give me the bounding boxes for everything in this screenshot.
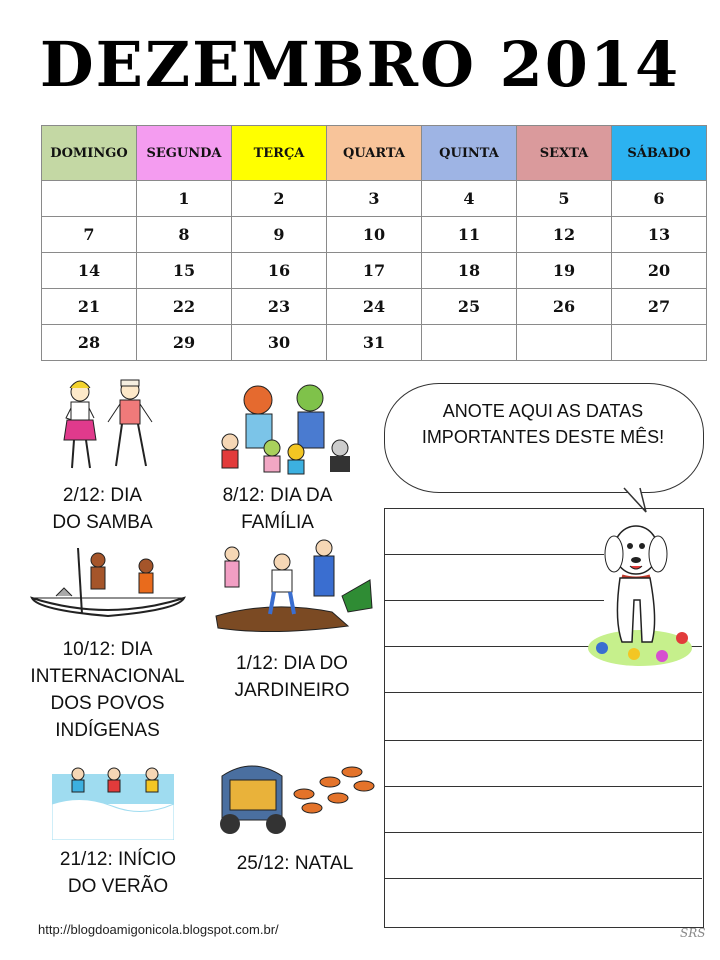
calendar-week-row: [42, 253, 707, 289]
calendar-day-cell: 2: [232, 181, 327, 217]
event-caption-samba: 2/12: DIA DO SAMBA: [52, 485, 153, 533]
calendar-week-row: [42, 181, 707, 217]
calendar-day-cell: 25: [422, 289, 517, 325]
weekday-header: DOMINGO: [42, 126, 137, 181]
gardener-illustration: [212, 538, 377, 633]
calendar-day-cell: 23: [232, 289, 327, 325]
notes-prompt: ANOTE AQUI AS DATAS IMPORTANTES DESTE MÊS!: [421, 401, 665, 447]
calendar-day-cell: 24: [327, 289, 422, 325]
weekday-header: QUARTA: [327, 126, 422, 181]
weekday-header: QUINTA: [422, 126, 517, 181]
family-illustration: [210, 382, 360, 477]
calendar-day-cell: 8: [137, 217, 232, 253]
note-line[interactable]: [384, 740, 702, 741]
calendar-day-cell: 15: [137, 253, 232, 289]
calendar-day-cell: [42, 181, 137, 217]
weekday-header-row: [42, 126, 707, 181]
weekday-header: SÁBADO: [612, 126, 707, 181]
calendar-day-cell: 5: [517, 181, 612, 217]
calendar-week-row: [42, 289, 707, 325]
page-title: DEZEMBRO 2014: [39, 28, 681, 101]
calendar-day-cell: 31: [327, 325, 422, 361]
footer-url[interactable]: http://blogdoamigonicola.blogspot.com.br/: [38, 922, 279, 937]
event-caption-natal: 25/12: NATAL: [236, 853, 354, 874]
calendar-day-cell: 6: [612, 181, 707, 217]
calendar-day-cell: 1: [137, 181, 232, 217]
calendar-week-row: [42, 217, 707, 253]
calendar-day-cell: 27: [612, 289, 707, 325]
note-line[interactable]: [384, 600, 604, 601]
calendar-day-cell: 20: [612, 253, 707, 289]
calendar-day-cell: 11: [422, 217, 517, 253]
calendar-day-cell: 30: [232, 325, 327, 361]
event-caption-jardineiro: 1/12: DIA DO JARDINEIRO: [234, 653, 350, 701]
summer-beach-illustration: [52, 760, 174, 840]
samba-dancers-illustration: [52, 378, 162, 476]
calendar-day-cell: 17: [327, 253, 422, 289]
calendar-week-row: [42, 325, 707, 361]
calendar-day-cell: [612, 325, 707, 361]
event-caption-verao: 21/12: INÍCIO DO VERÃO: [59, 849, 177, 897]
note-line[interactable]: [384, 786, 702, 787]
signature: SRS: [680, 926, 706, 940]
calendar-day-cell: 14: [42, 253, 137, 289]
calendar-day-cell: 10: [327, 217, 422, 253]
calendar-body: [42, 181, 707, 361]
calendar-day-cell: 4: [422, 181, 517, 217]
santa-sleigh-illustration: [212, 746, 380, 838]
calendar-day-cell: 3: [327, 181, 422, 217]
calendar-day-cell: 7: [42, 217, 137, 253]
calendar-day-cell: 13: [612, 217, 707, 253]
calendar-day-cell: 19: [517, 253, 612, 289]
calendar-day-cell: 21: [42, 289, 137, 325]
calendar-day-cell: 12: [517, 217, 612, 253]
calendar-day-cell: 28: [42, 325, 137, 361]
calendar-day-cell: 29: [137, 325, 232, 361]
calendar-day-cell: [422, 325, 517, 361]
calendar-day-cell: [517, 325, 612, 361]
note-line[interactable]: [384, 554, 604, 555]
indigenous-canoe-illustration: [28, 540, 188, 620]
event-caption-indigenas: 10/12: DIA INTERNACIONAL DOS POVOS INDÍGENAS: [30, 639, 185, 741]
event-caption-familia: 8/12: DIA DA FAMÍLIA: [222, 485, 333, 533]
weekday-header: SEGUNDA: [137, 126, 232, 181]
note-line[interactable]: [384, 878, 702, 879]
calendar-day-cell: 18: [422, 253, 517, 289]
note-line[interactable]: [384, 832, 702, 833]
calendar-day-cell: 16: [232, 253, 327, 289]
dog-illustration: [588, 520, 700, 670]
calendar-table: [41, 125, 707, 361]
calendar-day-cell: 26: [517, 289, 612, 325]
weekday-header: TERÇA: [232, 126, 327, 181]
calendar-day-cell: 22: [137, 289, 232, 325]
note-line[interactable]: [384, 692, 702, 693]
weekday-header: SEXTA: [517, 126, 612, 181]
calendar-day-cell: 9: [232, 217, 327, 253]
